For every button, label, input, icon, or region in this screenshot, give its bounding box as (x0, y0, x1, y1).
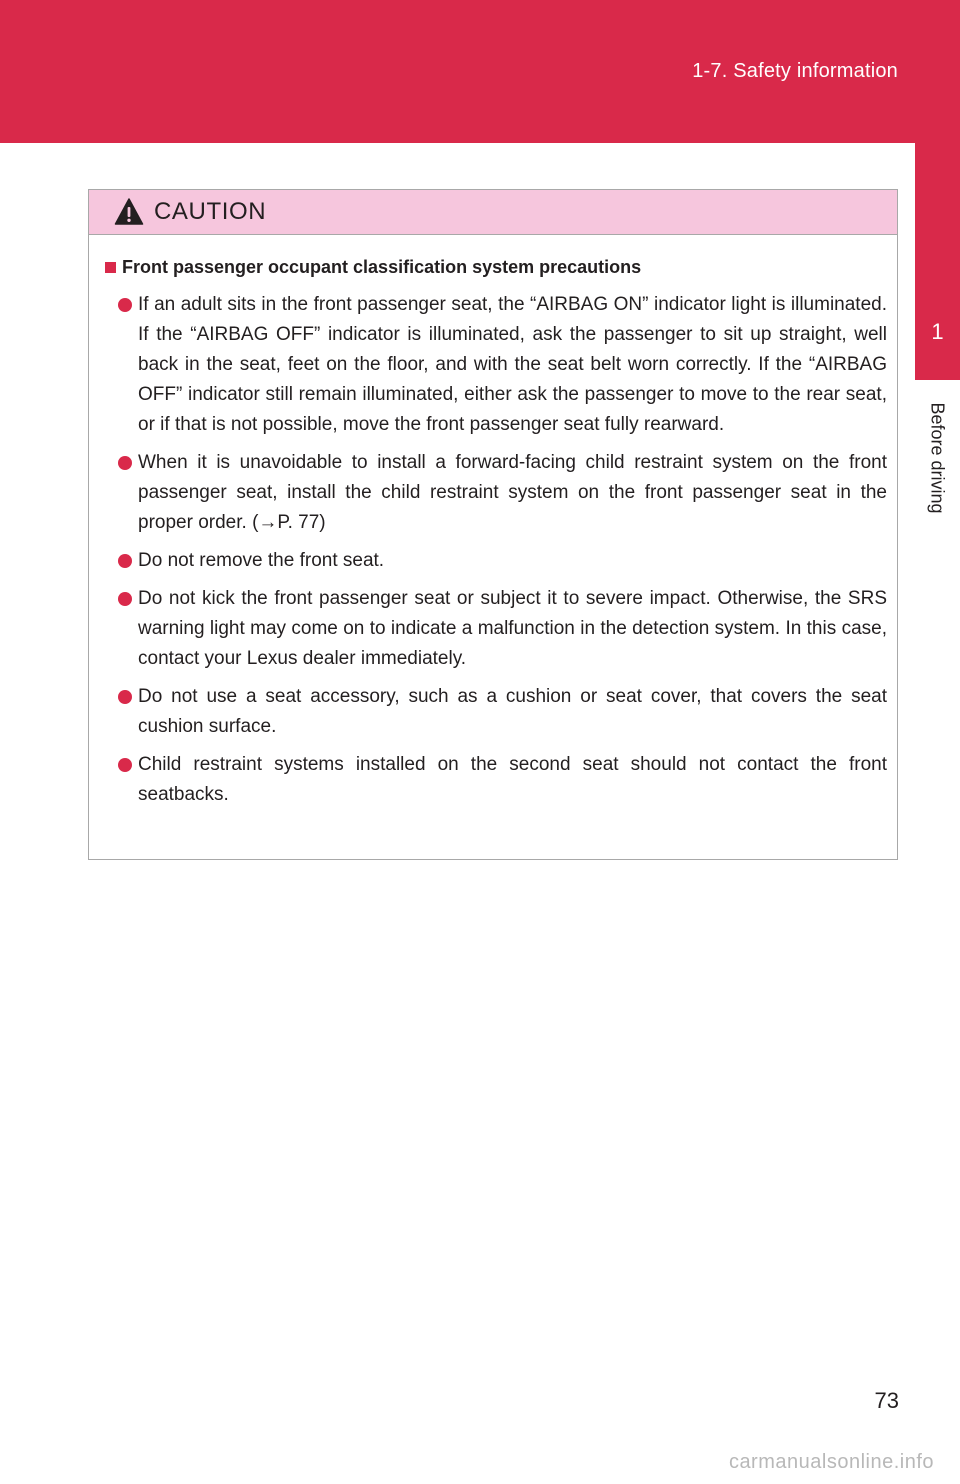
caution-header (89, 190, 897, 235)
list-item (105, 448, 887, 538)
list-item (105, 546, 887, 576)
list-item-text: Do not use a seat accessory, such as a cushion or seat cover, that covers the seat cushion surface. (138, 686, 887, 737)
circle-bullet-icon (118, 456, 132, 470)
list-item (105, 290, 887, 440)
section-title: 1-7. Safety information (692, 60, 898, 82)
caution-subheading (105, 257, 887, 278)
circle-bullet-icon (118, 592, 132, 606)
list-item (105, 682, 887, 742)
caution-label: CAUTION (154, 198, 267, 225)
circle-bullet-icon (118, 298, 132, 312)
header-band (0, 0, 960, 143)
page-number: 73 (874, 1388, 899, 1413)
list-item-text: If an adult sits in the front passenger seat, the “AIRBAG ON” indicator light is illuminated. If the “AIRBAG OFF” indicator is illuminated, ask the passenger to sit up straight, well back in the seat, feet on the floor, and with the seat belt worn correctly. If the “AIRBAG OFF” indicator still remain illuminated, either ask the passenger to move to the rear seat, or if that is not possible, move the front passenger seat fully rearward. (138, 294, 887, 435)
circle-bullet-icon (118, 758, 132, 772)
watermark: carmanualsonline.info (728, 1451, 934, 1473)
circle-bullet-icon (118, 690, 132, 704)
caution-subheading-text: Front passenger occupant classification system precautions (122, 257, 642, 277)
list-item-text: When it is unavoidable to install a forward-facing child restraint system on the front passenger seat, install the child restraint system on the front passenger seat in the proper order. (→P. 77) (138, 452, 887, 533)
caution-body (89, 235, 897, 810)
caution-box (88, 189, 898, 860)
chapter-number: 1 (931, 319, 944, 344)
chapter-tab (915, 143, 960, 380)
warning-triangle-icon (114, 197, 144, 227)
circle-bullet-icon (118, 554, 132, 568)
list-item-text: Do not kick the front passenger seat or subject it to severe impact. Otherwise, the SRS warning light may come on to indicate a malfunction in the detection system. In this case, contact your Lexus dealer immediately. (138, 588, 887, 669)
list-item (105, 584, 887, 674)
list-item (105, 750, 887, 810)
list-item-text: Child restraint systems installed on the second seat should not contact the front seatbacks. (138, 754, 887, 805)
caution-list (105, 290, 887, 810)
list-item-text: Do not remove the front seat. (138, 550, 385, 571)
chapter-label: Before driving (927, 402, 948, 514)
square-bullet-icon (105, 262, 116, 273)
